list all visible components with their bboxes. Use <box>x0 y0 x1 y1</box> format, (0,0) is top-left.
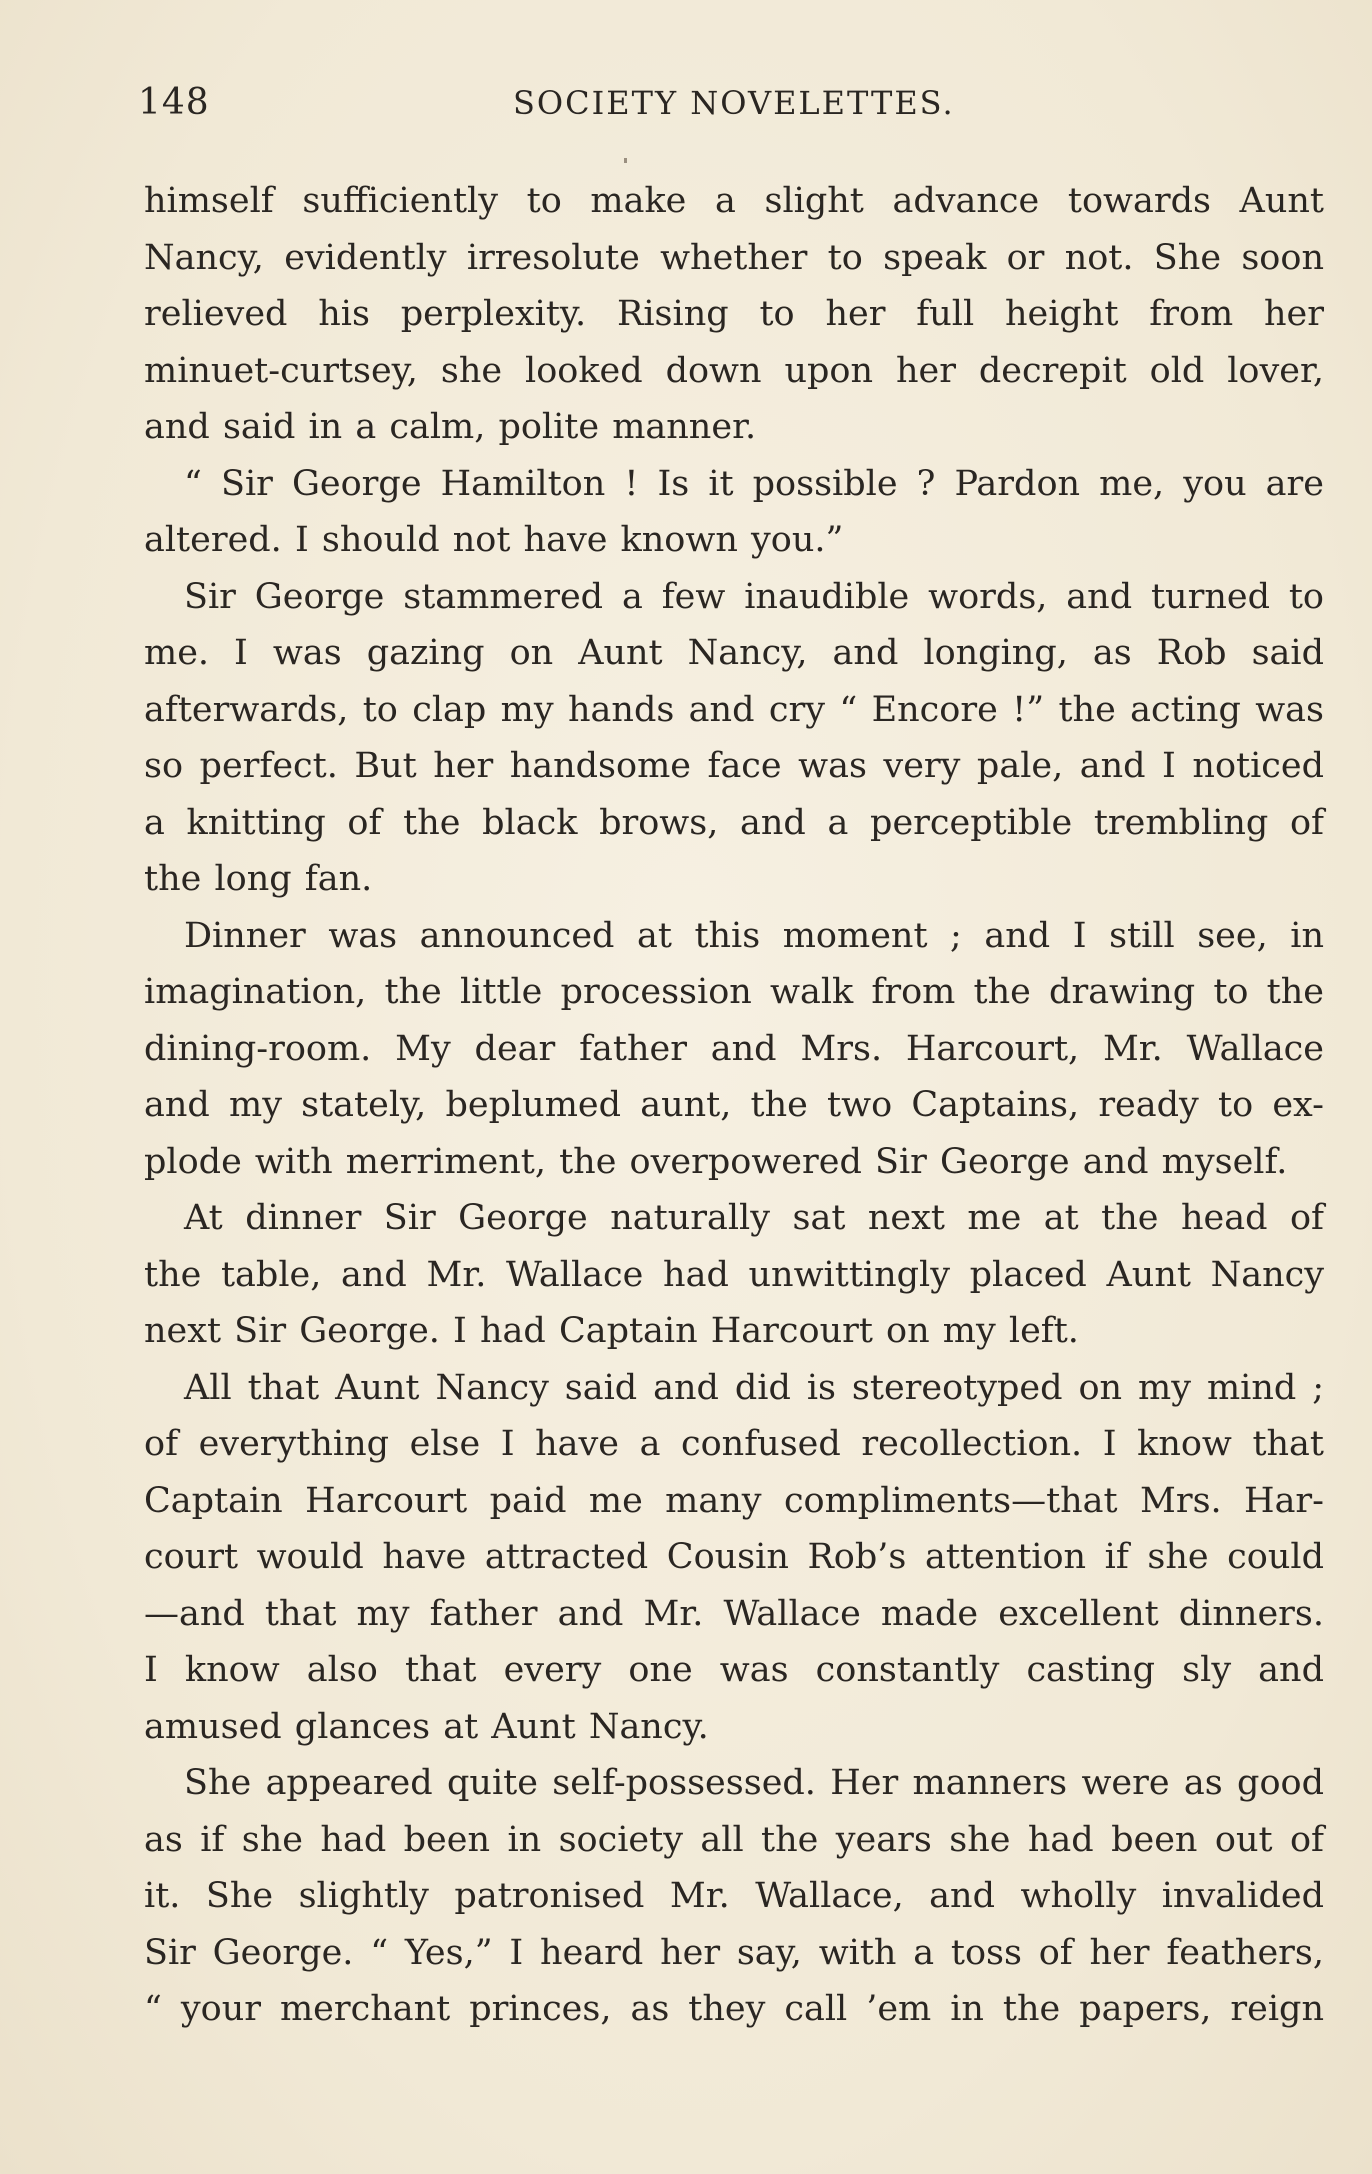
text-line: me. I was gazing on Aunt Nancy, and longing, as Rob said <box>144 633 1324 673</box>
text-line: minuet-curtsey, she looked down upon her decrepit old lover, <box>144 350 1324 391</box>
text-line: so perfect. But her handsome face was very pale, and I noticed <box>144 746 1324 786</box>
text-line: At dinner Sir George naturally sat next me at the head of <box>184 1198 1324 1238</box>
text-line: All that Aunt Nancy said and did is stereotyped on my mind ; <box>184 1367 1324 1408</box>
text-line: relieved his perplexity. Rising to her full height from her <box>144 294 1324 334</box>
text-line: afterwards, to clap my hands and cry “ Encore !” the acting was <box>144 689 1324 730</box>
ink-speck <box>624 158 627 163</box>
running-title: SOCIETY NOVELETTES. <box>513 84 955 122</box>
text-line: imagination, the little procession walk from the drawing to the <box>144 972 1324 1012</box>
text-line: I know also that every one was constantly casting sly and <box>144 1650 1324 1690</box>
page-number: 148 <box>138 82 210 123</box>
text-line: Dinner was announced at this moment ; and I still see, in <box>184 915 1324 956</box>
text-line: and my stately, beplumed aunt, the two Captains, ready to ex- <box>144 1085 1324 1125</box>
text-line: the long fan. <box>144 859 373 899</box>
text-line: Sir George. “ Yes,” I heard her say, with a toss of her feathers, <box>144 1932 1324 1973</box>
body-text <box>144 173 1324 2038</box>
text-line: amused glances at Aunt Nancy. <box>144 1706 709 1747</box>
text-line: —and that my father and Mr. Wallace made excellent dinners. <box>144 1593 1324 1634</box>
text-line: Nancy, evidently irresolute whether to speak or not. She soon <box>144 237 1324 278</box>
text-line: “ your merchant princes, as they call ’em in the papers, reign <box>144 1989 1324 2029</box>
text-line: plode with merriment, the overpowered Sir George and myself. <box>144 1141 1288 1182</box>
text-line: a knitting of the black brows, and a perceptible trembling of <box>144 802 1324 843</box>
text-line: as if she had been in society all the years she had been out of <box>144 1819 1324 1860</box>
text-line: altered. I should not have known you.” <box>144 520 844 560</box>
text-line: himself sufficiently to make a slight advance towards Aunt <box>144 181 1324 221</box>
text-line: and said in a calm, polite manner. <box>144 407 757 447</box>
text-line: the table, and Mr. Wallace had unwittingly placed Aunt Nancy <box>144 1254 1324 1295</box>
text-line: it. She slightly patronised Mr. Wallace, and wholly invalided <box>144 1876 1324 1916</box>
text-line: court would have attracted Cousin Rob’s attention if she could <box>144 1537 1324 1577</box>
text-line: “ Sir George Hamilton ! Is it possible ? Pardon me, you are <box>184 463 1324 504</box>
text-line: dining-room. My dear father and Mrs. Harcourt, Mr. Wallace <box>144 1028 1324 1069</box>
text-line: Sir George stammered a few inaudible words, and turned to <box>184 576 1324 617</box>
page-header <box>138 82 1328 132</box>
text-line: of everything else I have a confused recollection. I know that <box>144 1424 1324 1464</box>
text-line: She appeared quite self-possessed. Her manners were as good <box>184 1763 1324 1803</box>
text-line: Captain Harcourt paid me many compliments—that Mrs. Har- <box>144 1480 1324 1521</box>
text-line: next Sir George. I had Captain Harcourt on my left. <box>144 1311 1079 1351</box>
